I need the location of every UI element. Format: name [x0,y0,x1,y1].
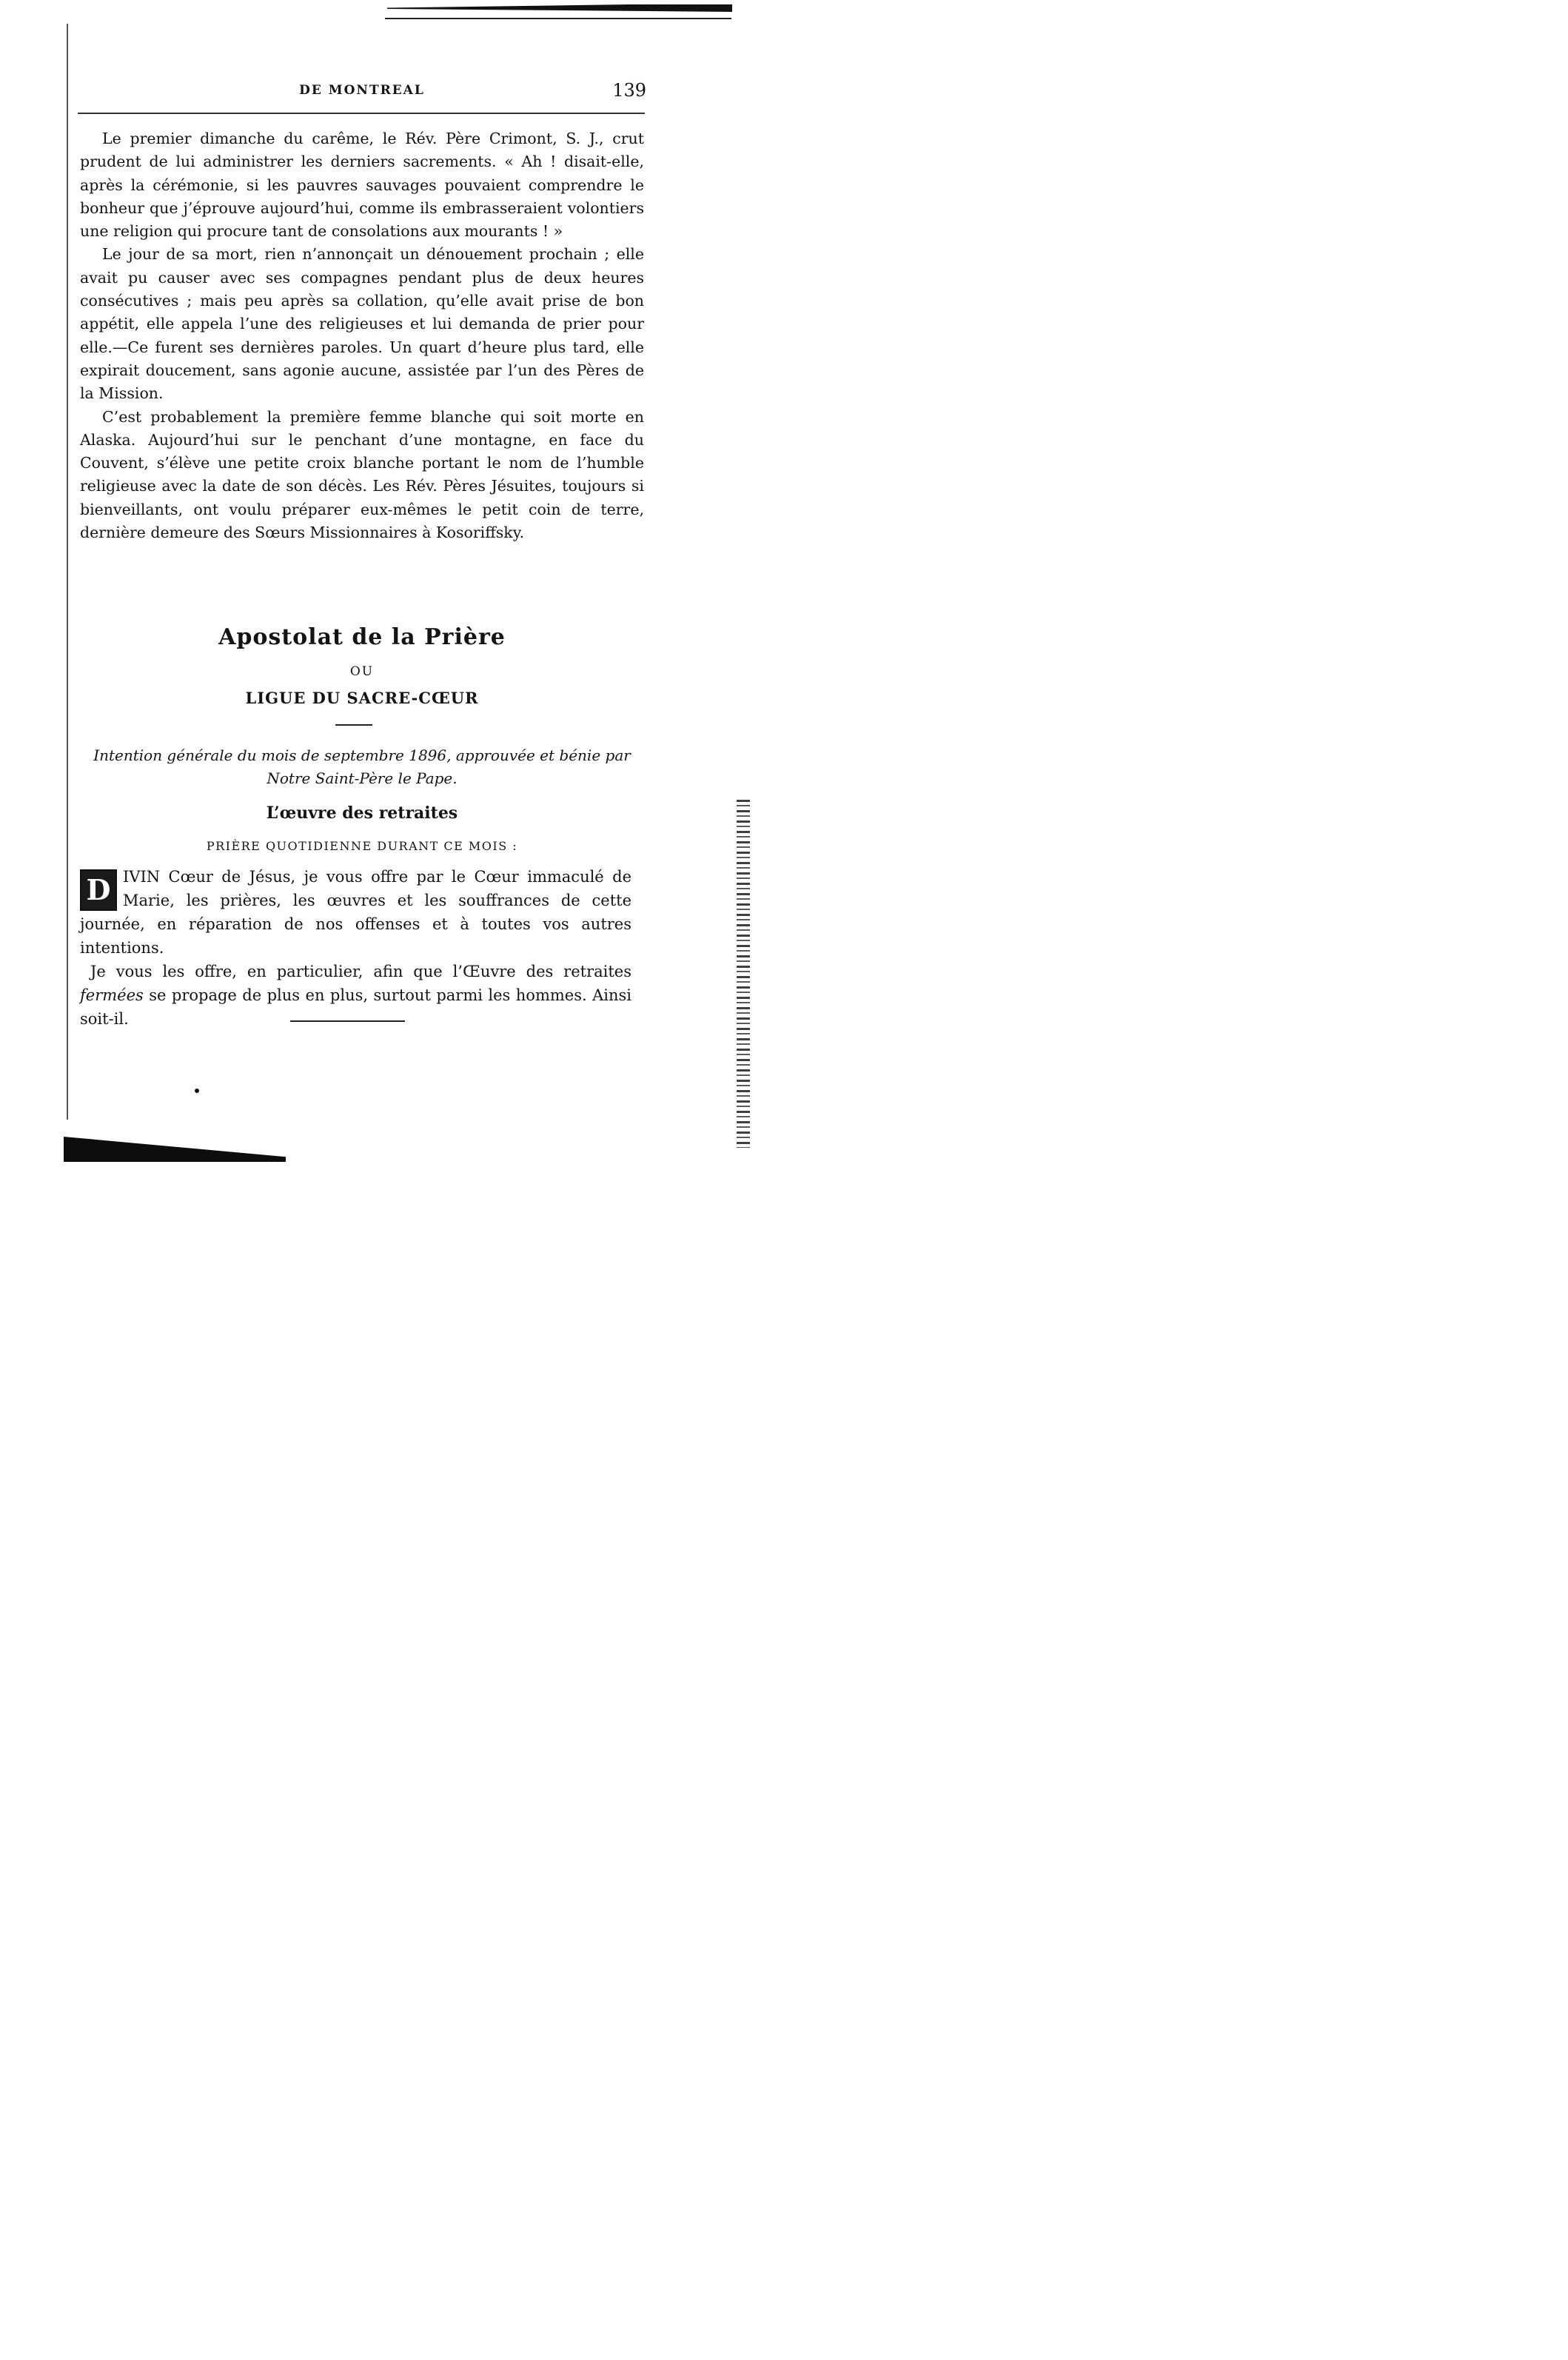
scan-artifact-left-edge [67,24,68,1120]
scan-artifact-top-line [385,18,731,19]
prayer-paragraph [80,865,631,960]
prayer-text-italic: fermées [80,986,144,1004]
page-header [78,80,646,102]
page-number: 139 [612,80,646,101]
dropcap-letter: D [80,869,117,911]
section-title: Apostolat de la Prière [218,624,506,650]
prayer-text-part: se propage de plus en plus, surtout parmi les hommes. Ainsi soit-il. [80,986,631,1028]
work-heading: L’œuvre des retraites [266,803,458,823]
scan-artifact-right-edge [737,800,750,1148]
closing-rule [290,1020,405,1022]
scan-artifact-dot [195,1089,199,1093]
scan-artifact-top-bar [387,4,732,12]
prayer-text [80,865,631,1031]
paragraph: Le premier dimanche du carême, le Rév. Père Crimont, S. J., crut prudent de lui administrer les derniers sacrements. « Ah ! disait-elle, après la cérémonie, si les pauvres sauvages pouvaient comprendre le bonheur que j’éprouve aujourd’hui, comme ils embrasseraient volontiers une religion qui procure tant de consolations aux mourants ! » [80,130,644,241]
prayer-label: PRIÈRE QUOTIDIENNE DURANT CE MOIS : [206,839,518,853]
scan-artifact-bottom-bar [64,1137,286,1162]
section-divider [335,724,372,726]
intention-text: Intention générale du mois de septembre 1896, approuvée et bénie par Notre Saint-Père le Pape. [93,746,631,787]
paragraph: C’est probablement la première femme blanche qui soit morte en Alaska. Aujourd’hui sur le penchant d’une montagne, en face du Couvent, s’élève une petite croix blanche portant le nom de l’humble religieuse avec la date de son décès. Les Rév. Pères Jésuites, toujours si bienveillants, ont voulu préparer eux-mêmes le petit coin de terre, dernière demeure des Sœurs Missionnaires à Kosoriffsky. [80,407,644,542]
running-title: DE MONTREAL [299,83,425,98]
prayer-paragraph-text: IVIN Cœur de Jésus, je vous offre par le Cœur immaculé de Marie, les prières, les œuvres et les souffrances de cette journée, en réparation de nos offenses et à toutes vos autres intentions. [80,868,631,957]
paragraph: Le jour de sa mort, rien n’annonçait un dénouement prochain ; elle avait pu causer avec ses compagnes pendant plus de deux heures consécutives ; mais peu après sa collation, qu’elle avait prise de bon appétit, elle appela l’une des religieuses et lui demanda de prier pour elle.—Ce furent ses dernières paroles. Un quart d’heure plus tard, elle expirait doucement, sans agonie aucune, assistée par l’un des Pères de la Mission. [80,245,644,403]
header-rule [78,113,645,114]
section-subtitle: LIGUE DU SACRE-CŒUR [245,689,479,707]
scanned-page [0,0,785,1184]
section-or: OU [349,664,375,679]
prayer-text-part: Je vous les offre, en particulier, afin que l’Œuvre des retraites [90,963,631,980]
body-text [80,127,644,544]
